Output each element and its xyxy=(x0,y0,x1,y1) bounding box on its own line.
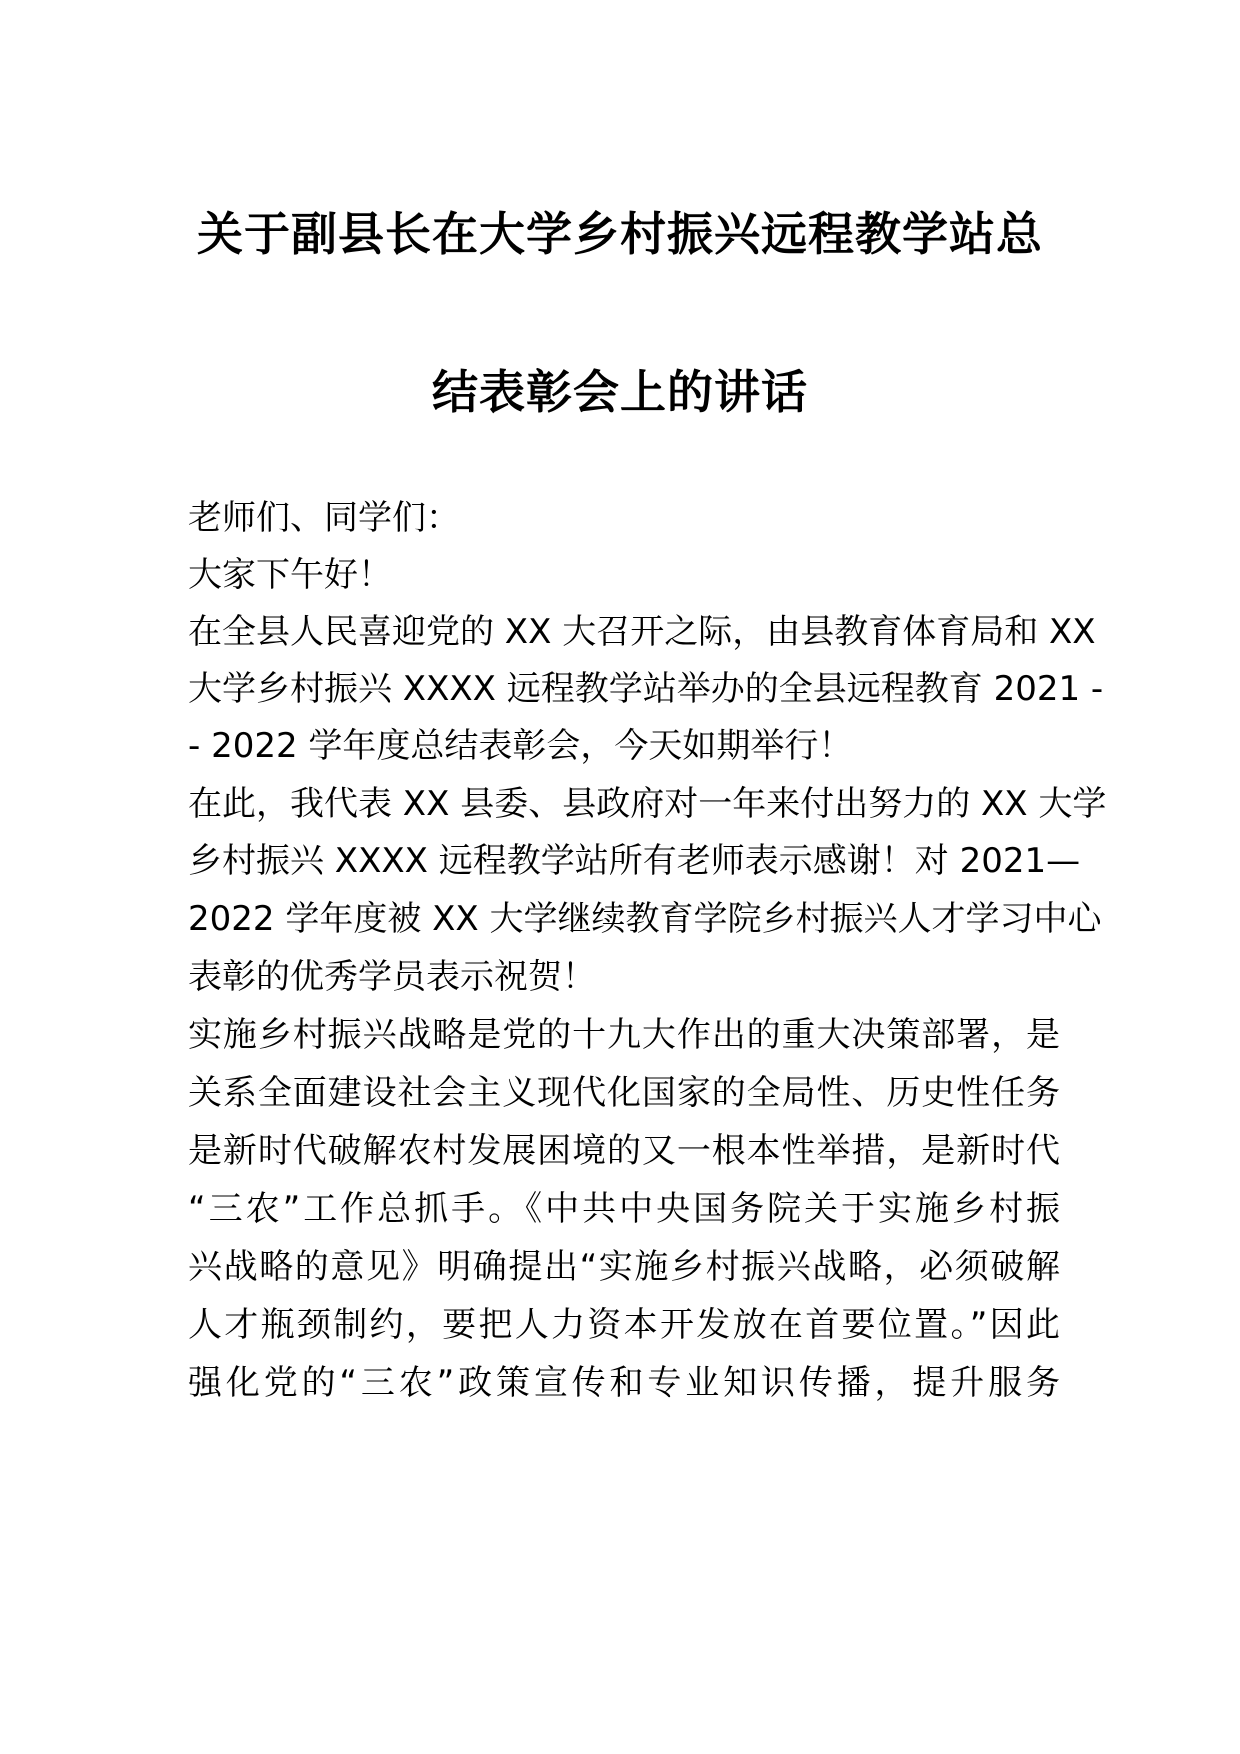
body-line: 是新时代破解农村发展困境的又一根本性举措，是新时代 xyxy=(188,1131,1060,1171)
body-line: 关系全面建设社会主义现代化国家的全局性、历史性任务 xyxy=(188,1073,1060,1113)
body-line: 人才瓶颈制约，要把人力资本开发放在首要位置。”因此 xyxy=(188,1305,1060,1345)
document-title-line-1: 关于副县长在大学乡村振兴远程教学站总 xyxy=(197,207,1043,261)
body-line: 强化党的“三农”政策宣传和专业知识传播，提升服务 xyxy=(188,1363,1060,1403)
greeting: 大家下午好！ xyxy=(188,555,392,595)
body-line: 乡村振兴 XXXX 远程教学站所有老师表示感谢！对 2021— xyxy=(188,841,1081,881)
body-line: 在全县人民喜迎党的 XX 大召开之际，由县教育体育局和 XX xyxy=(188,612,1096,652)
body-line: - 2022 学年度总结表彰会，今天如期举行！ xyxy=(188,726,853,766)
document-title-line-2: 结表彰会上的讲话 xyxy=(432,365,808,419)
body-line: 在此，我代表 XX 县委、县政府对一年来付出努力的 XX 大学 xyxy=(188,784,1107,824)
body-line: 大学乡村振兴 XXXX 远程教学站举办的全县远程教育 2021 - xyxy=(188,669,1104,709)
body-line: 兴战略的意见》明确提出“实施乡村振兴战略，必须破解 xyxy=(188,1247,1060,1287)
body-line: 表彰的优秀学员表示祝贺！ xyxy=(188,957,596,997)
body-line: 2022 学年度被 XX 大学继续教育学院乡村振兴人才学习中心 xyxy=(188,899,1102,939)
salutation: 老师们、同学们： xyxy=(188,498,460,538)
body-line: “三农”工作总抓手。《中共中央国务院关于实施乡村振 xyxy=(188,1189,1060,1229)
body-line: 实施乡村振兴战略是党的十九大作出的重大决策部署，是 xyxy=(188,1015,1060,1055)
